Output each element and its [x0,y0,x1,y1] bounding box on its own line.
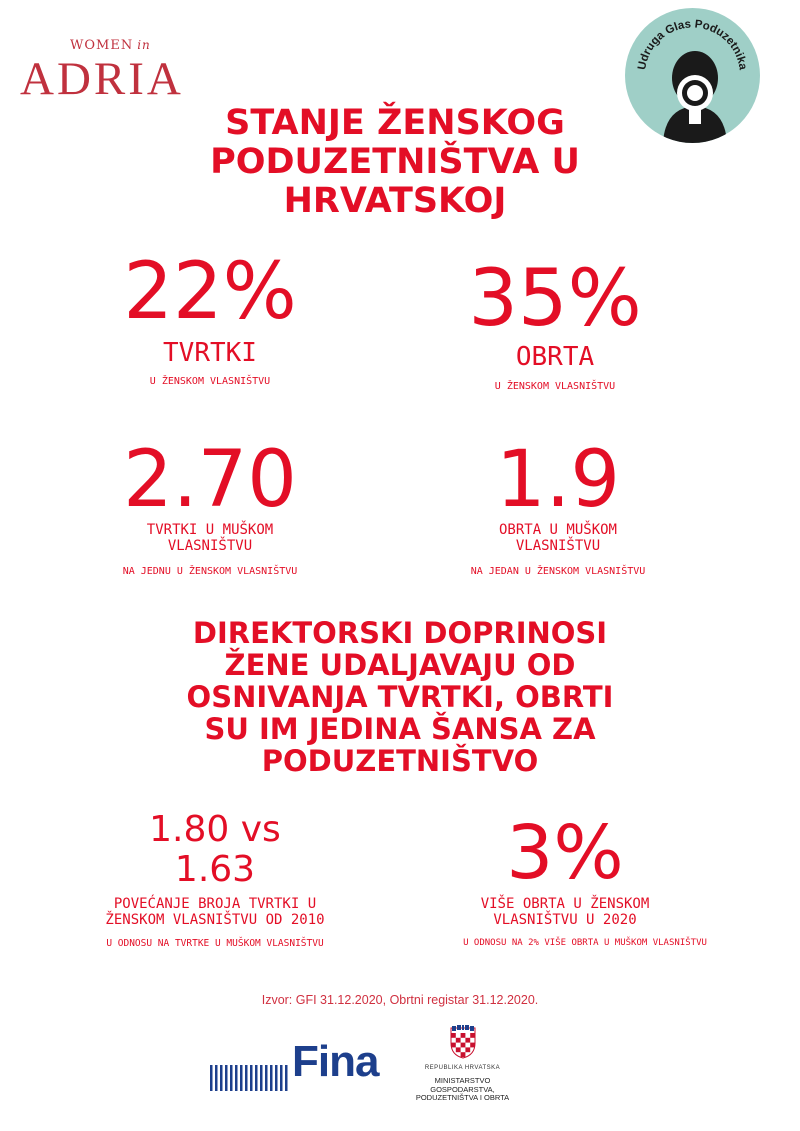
fina-bars-icon [208,1043,292,1091]
stat-value-povecanje: 1.80 vs 1.63 [149,809,281,890]
source-note: Izvor: GFI 31.12.2020, Obrtni registar 31.12.2020. [261,993,539,1007]
stat-sub-tvrtki: U ŽENSKOM VLASNIŠTVU [149,376,271,387]
ministry-name-text: MINISTARSTVO GOSPODARSTVA, PODUZETNIŠTVA I OBRTA [415,1076,510,1102]
logo-women-text: WOMEN [70,38,134,53]
ministry-republic-text: REPUBLIKA HRVATSKA [424,1065,501,1071]
stat-label-povecanje: POVEĆANJE BROJA TVRTKI U ŽENSKOM VLASNIŠTVU OD 2010 [105,896,325,928]
badge-text: Udruga Glas Poduzetnika [636,18,749,71]
stat-sub-tvrtki-muski: NA JEDNU U ŽENSKOM VLASNIŠTVU [122,566,298,577]
page-title: STANJE ŽENSKOG PODUZETNIŠTVA U HRVATSKOJ [210,103,580,221]
stat-label-tvrtki: TVRTKI [163,338,257,368]
megaphone-person-icon [625,8,760,143]
stat-value-tvrtki: 22% [123,247,297,337]
fina-logo-text: Fina [292,1037,379,1086]
stat-label-obrta-muski: OBRTA U MUŠKOM VLASNIŠTVU [498,522,617,554]
stat-value-obrta-muski: 1.9 [495,435,621,525]
croatian-coat-of-arms-icon [448,1025,478,1059]
women-in-adria-logo: ADRIA [20,53,184,105]
stat-sub-povecanje: U ODNOSU NA TVRTKE U MUŠKOM VLASNIŠTVU [106,938,324,949]
stat-sub-obrta-muski: NA JEDAN U ŽENSKOM VLASNIŠTVU [470,566,646,577]
udruga-glas-poduzetnika-badge [625,8,760,143]
stat-label-tvrtki-muski: TVRTKI U MUŠKOM VLASNIŠTVU [146,522,274,554]
stat-value-obrta: 35% [468,254,642,344]
stat-sub-obrta: U ŽENSKOM VLASNIŠTVU [494,381,616,392]
ministry-logo [415,1025,510,1103]
stat-sub-vise-obrta: U ODNOSU NA 2% VIŠE OBRTA U MUŠKOM VLASNIŠTVU [463,938,707,948]
stat-label-vise-obrta: VIŠE OBRTA U ŽENSKOM VLASNIŠTVU U 2020 [480,896,650,928]
stat-value-vise-obrta: 3% [506,810,624,896]
section-title-direktorski: DIREKTORSKI DOPRINOSI ŽENE UDALJAVAJU OD OSNIVANJA TVRTKI, OBRTI SU IM JEDINA ŠANSA ZA PODUZETNIŠTVO [186,616,614,778]
fina-logo [208,1037,388,1091]
women-in-adria-logo-top [70,38,180,53]
stat-value-tvrtki-muski: 2.70 [123,435,297,525]
logo-in-text: in [137,38,151,52]
stat-label-obrta: OBRTA [515,342,595,372]
